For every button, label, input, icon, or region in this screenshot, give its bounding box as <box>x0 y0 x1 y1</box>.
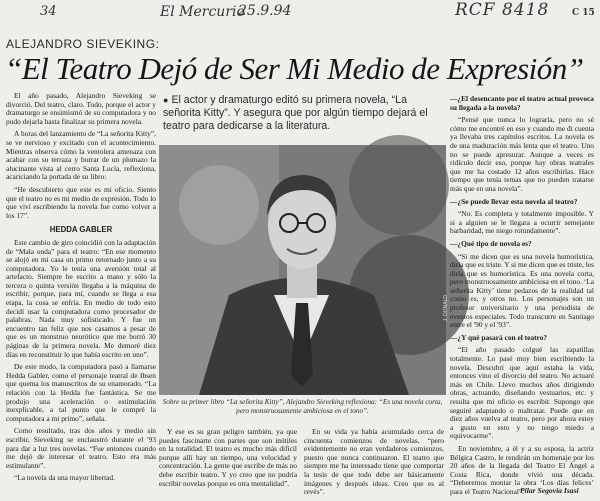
paragraph: A horas del lanzamiento de “La señorita Kitty”, se ve nervioso y excitado con el acontecimiento. Mientras observa cómo la ventolera amenaza con acabar con su terraza y borrar de un plumazo la alucinante vista al cerro Santa Lucía, reflexiona, acariciando la portada de su libro: <box>6 129 156 182</box>
page-reference: C 15 <box>572 8 595 18</box>
article-kicker: ALEJANDRO SIEVEKING: <box>6 37 160 51</box>
portrait-photo <box>159 145 449 395</box>
interview-answer: “Pensé que nunca lo lograría, pero no sé cómo me encontré en eso y cuando me di cuenta ya llevaba tres capítulos escritos. La novela es de una maduración más lenta que el teatro. Uno no se puede apresurar. Aunque a veces es ridículo decir eso, porque hay obras teatrales que me ha costado 12 años escribirlas. Hace tiempo que tenía temas que no pueden tratarse más que en una novela”. <box>450 115 594 193</box>
portrait-illustration <box>159 145 446 395</box>
byline: Pilar Segovia Isasi <box>520 486 579 495</box>
column-c <box>304 428 444 498</box>
article-headline: “El Teatro Dejó de Ser Mi Medio de Expresión” <box>5 51 584 86</box>
handwritten-publication: El Mercurio <box>160 4 245 20</box>
subhead: HEDDA GABLER <box>49 225 113 235</box>
photo-credit: J. DONALD <box>443 295 449 322</box>
column-a <box>6 92 156 498</box>
deck-text: El actor y dramaturgo editó su primera novela, “La señorita Kitty”. Y asegura que por algún tiempo dejará el teatro para dedicarse a la literatura. <box>163 94 428 132</box>
paragraph: En su vida ya había acumulado cerca de cincuenta comienzos de novelas, “pero evidentemente no eran verdaderos comienzos, puesto que nunca continuaron. El teatro que siempre me ha interesado tiene que comportar la tesis de que todo debe ser básicamente imágenes y después ideas. Creo que es al revés”. <box>304 427 444 497</box>
paragraph: Y ese es su gran peligro también, ya que puedes fascinarte con partes que son inútiles en la totalidad. El teatro es mucho más difícil porque allí hay un tiempo, una velocidad y concentración. La gente que escribe de más no debe escribir teatro. Y yo creo que no podría escribir novelas porque es otra mentalidad”. <box>159 427 297 488</box>
handwritten-archive-code: RCF 8418 <box>455 0 550 20</box>
paragraph: “La novela da una mayor libertad. <box>14 473 115 483</box>
paragraph: Este cambio de giro coincidió con la adaptación de “Mala onda” para el teatro: “En ese momento se alojó en mi casa un primo retornado junto a su computadora. Yo le tenía una aversión total al artefacto. Siempre he escrito a mano y sólo la tercera o quinta versión llegaba a la máquina de escribir, porque, para mí, cuando se llega a esa etapa, la cosa se enfría. En medio de todo esto decidí usar la computadora como procesador de palabras. Nada muy sofisticado. Y fue un encuentro tan feliz que nos casamos a pesar de que es un monstruo neurótico que me borró 30 páginas de la primera novela. Me demoré diez días en reconstituir lo que había escrito en uno”. <box>6 237 156 359</box>
photo-caption: Sobre su primer libro “La señorita Kitty”, Alejandro Sieveking reflexiona: “Es una novela corta, pero monstruosamente ambiciosa en el tono”. <box>162 398 443 415</box>
handwritten-page-number: 34 <box>40 4 57 19</box>
paragraph: De este modo, la computadora pasó a llamarse Hedda Gabler, como el personaje teatral de Ibsen que quema los manuscritos de su enamorado. “La relación con la Hedda fue fantástica. Se me produjo una aceleración o estimulación inexplicable, a tal punto que le compré la computadora a mi primo”, señala. <box>6 362 156 423</box>
interview-answer: “El año pasado colgué las zapatillas totalmente. Lo pasé muy bien escribiendo la novela. Descubrí que aquí estaba la vida, entonces vino el divorcio del teatro. No actuaré más en Chile. Llevo muchos años dirigiendo obras, actuando, diseñando vestuarios, etc. y resulta que mi oficio es escribir. Supongo que seguiré adaptando o maltratar. Puede que en diez años vuelva al teatro, pero por ahora estoy a gusto en esto y no tengo miedo a equivocarme”. <box>450 345 594 441</box>
closing-paragraph: En noviembre, a él y a su esposa, la actriz Bélgica Castro, le rendirán un homenaje por los 20 años de la llegada del Teatro El Ángel a Costa Rica, donde vivió una década. “Deberemos montar la obra ‘Los días felices’ para el Teatro Nacional”. <box>450 443 594 496</box>
article-deck <box>163 94 443 133</box>
interview-question: —¿Y qué pasará con el teatro? <box>450 332 548 342</box>
interview-question: —¿Se puede llevar esta novela al teatro? <box>450 196 578 206</box>
paragraph: Como resultado, tras dos años y medio sin escribir, Sieveking se enclaustró durante el '93 para dar a luz tres novelas. “Fue entonces cuando me dejó de interesar el teatro. Esto era más estimulante”. <box>6 426 156 470</box>
interview-answer: “No. Es completa y totalmente imposible. Y si a alguien se le llegara a ocurrir semejante barbaridad, me niego rotundamente”. <box>450 209 594 236</box>
interview-question: —¿Qué tipo de novela es? <box>450 238 532 248</box>
column-b <box>159 428 297 498</box>
paragraph: “He descubierto que este es mi oficio. Siento que el teatro no es mi medio de expresión. Todo lo que viví escribiendo la novela fue como volver a los 17”. <box>6 184 156 220</box>
bullet-icon: ● <box>163 95 169 105</box>
interview-answer: “Si me dicen que es una novela humorística, diría que es triste. Y si me dicen que es triste, les diría que es humorística. Es una novela corta, pero monstruosamente ambiciosa en el tono. ‘La señorita Kitty’ tiene pedazos de la realidad tal como es, y otros no. Los personajes son un profesor universitario y una periodista de eventos especiales. Todo transcurre en Santiago entre el '90 y el '93”. <box>450 251 594 330</box>
interview-question: —¿El desencanto por el teatro actual provoca su llegada a la novela? <box>450 94 594 112</box>
paragraph: El año pasado, Alejandro Sieveking se divorció. Del teatro, claro. Todo, porque el actor y dramaturgo se ensimismó de su computadora y no pudo dejarla hasta finalizar su primera novela. <box>6 91 156 126</box>
handwritten-date: 25.9.94 <box>238 3 292 19</box>
